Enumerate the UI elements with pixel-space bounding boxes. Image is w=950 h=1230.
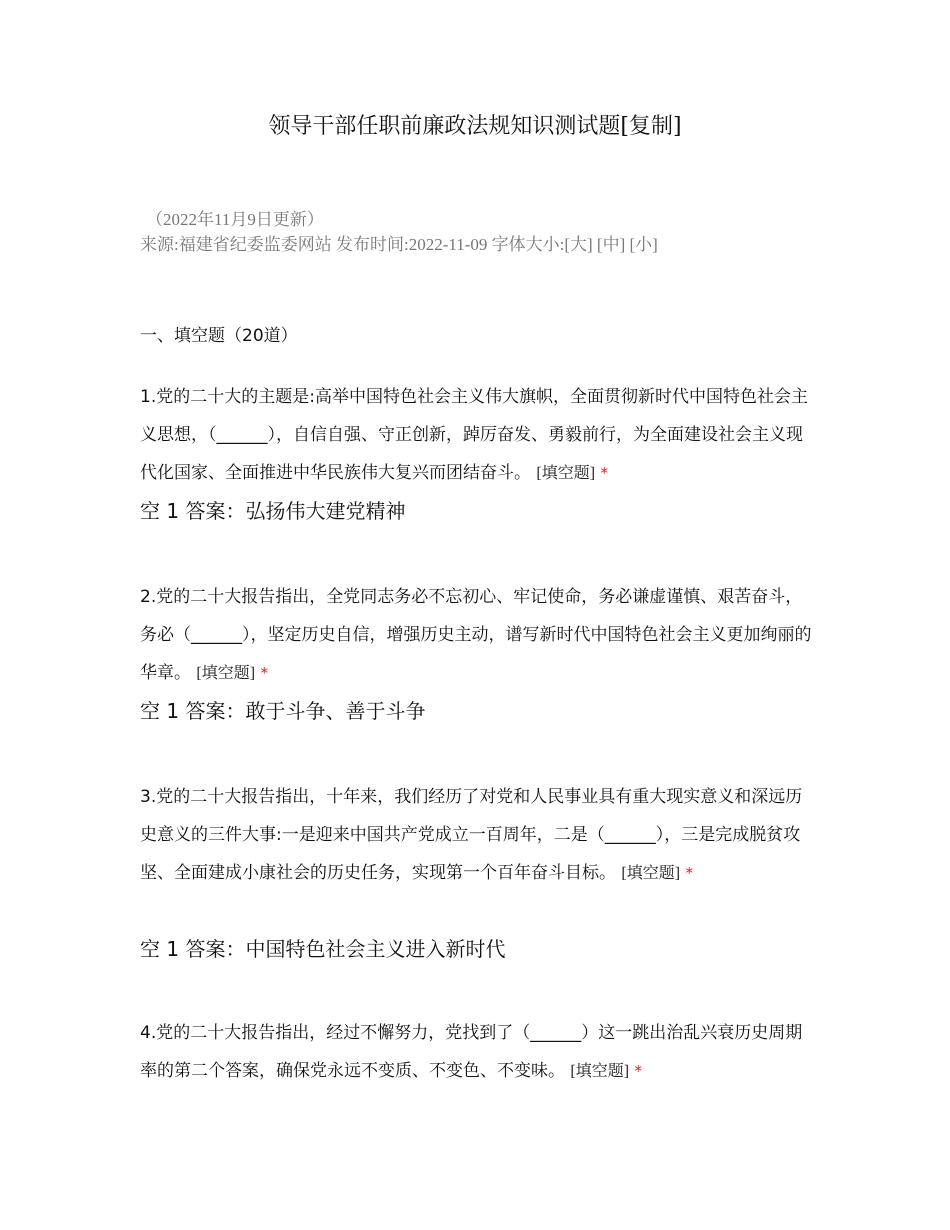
page-title: 领导干部任职前廉政法规知识测试题[复制] xyxy=(268,114,682,139)
question-2 xyxy=(140,578,816,693)
required-mark: * xyxy=(685,864,693,882)
required-mark: * xyxy=(260,664,268,682)
question-text: 1.党的二十大的主题是:高举中国特色社会主义伟大旗帜，全面贯彻新时代中国特色社会主义思想，（______），自信自强、守正创新，踔厉奋发、勇毅前行，为全面建设社会主义现代化国家、全面推进中华民族伟大复兴而团结奋斗。 xyxy=(140,387,808,483)
question-text: 4.党的二十大报告指出，经过不懈努力，党找到了（______）这一跳出治乱兴衰历史周期率的第二个答案，确保党永远不变质、不变色、不变味。 xyxy=(140,1023,803,1081)
answer-2: 空 1 答案：敢于斗争、善于斗争 xyxy=(140,699,426,723)
question-type-tag: [填空题] xyxy=(570,1063,630,1080)
question-1 xyxy=(140,378,816,493)
required-mark: * xyxy=(634,1062,642,1080)
update-note: （2022年11月9日更新） xyxy=(146,210,324,229)
required-mark: * xyxy=(600,464,608,482)
answer-1: 空 1 答案：弘扬伟大建党精神 xyxy=(140,499,406,523)
question-type-tag: [填空题] xyxy=(196,665,256,682)
question-text: 3.党的二十大报告指出，十年来，我们经历了对党和人民事业具有重大现实意义和深远历史意义的三件大事:一是迎来中国共产党成立一百周年，二是（______），三是完成脱贫攻坚、全面建成小康社会的历史任务，实现第一个百年奋斗目标。 xyxy=(140,787,803,883)
question-type-tag: [填空题] xyxy=(536,465,596,482)
question-3 xyxy=(140,778,816,893)
source-line: 来源:福建省纪委监委网站 发布时间:2022-11-09 字体大小:[大] [中] [小] xyxy=(140,235,658,254)
section-heading: 一、填空题（20道） xyxy=(140,326,298,346)
question-4 xyxy=(140,1014,816,1091)
question-type-tag: [填空题] xyxy=(621,865,681,882)
question-text: 2.党的二十大报告指出，全党同志务必不忘初心、牢记使命，务必谦虚谨慎、艰苦奋斗，务必（______），坚定历史自信，增强历史主动，谱写新时代中国特色社会主义更加绚丽的华章。 xyxy=(140,587,812,683)
answer-3: 空 1 答案：中国特色社会主义进入新时代 xyxy=(140,937,506,961)
